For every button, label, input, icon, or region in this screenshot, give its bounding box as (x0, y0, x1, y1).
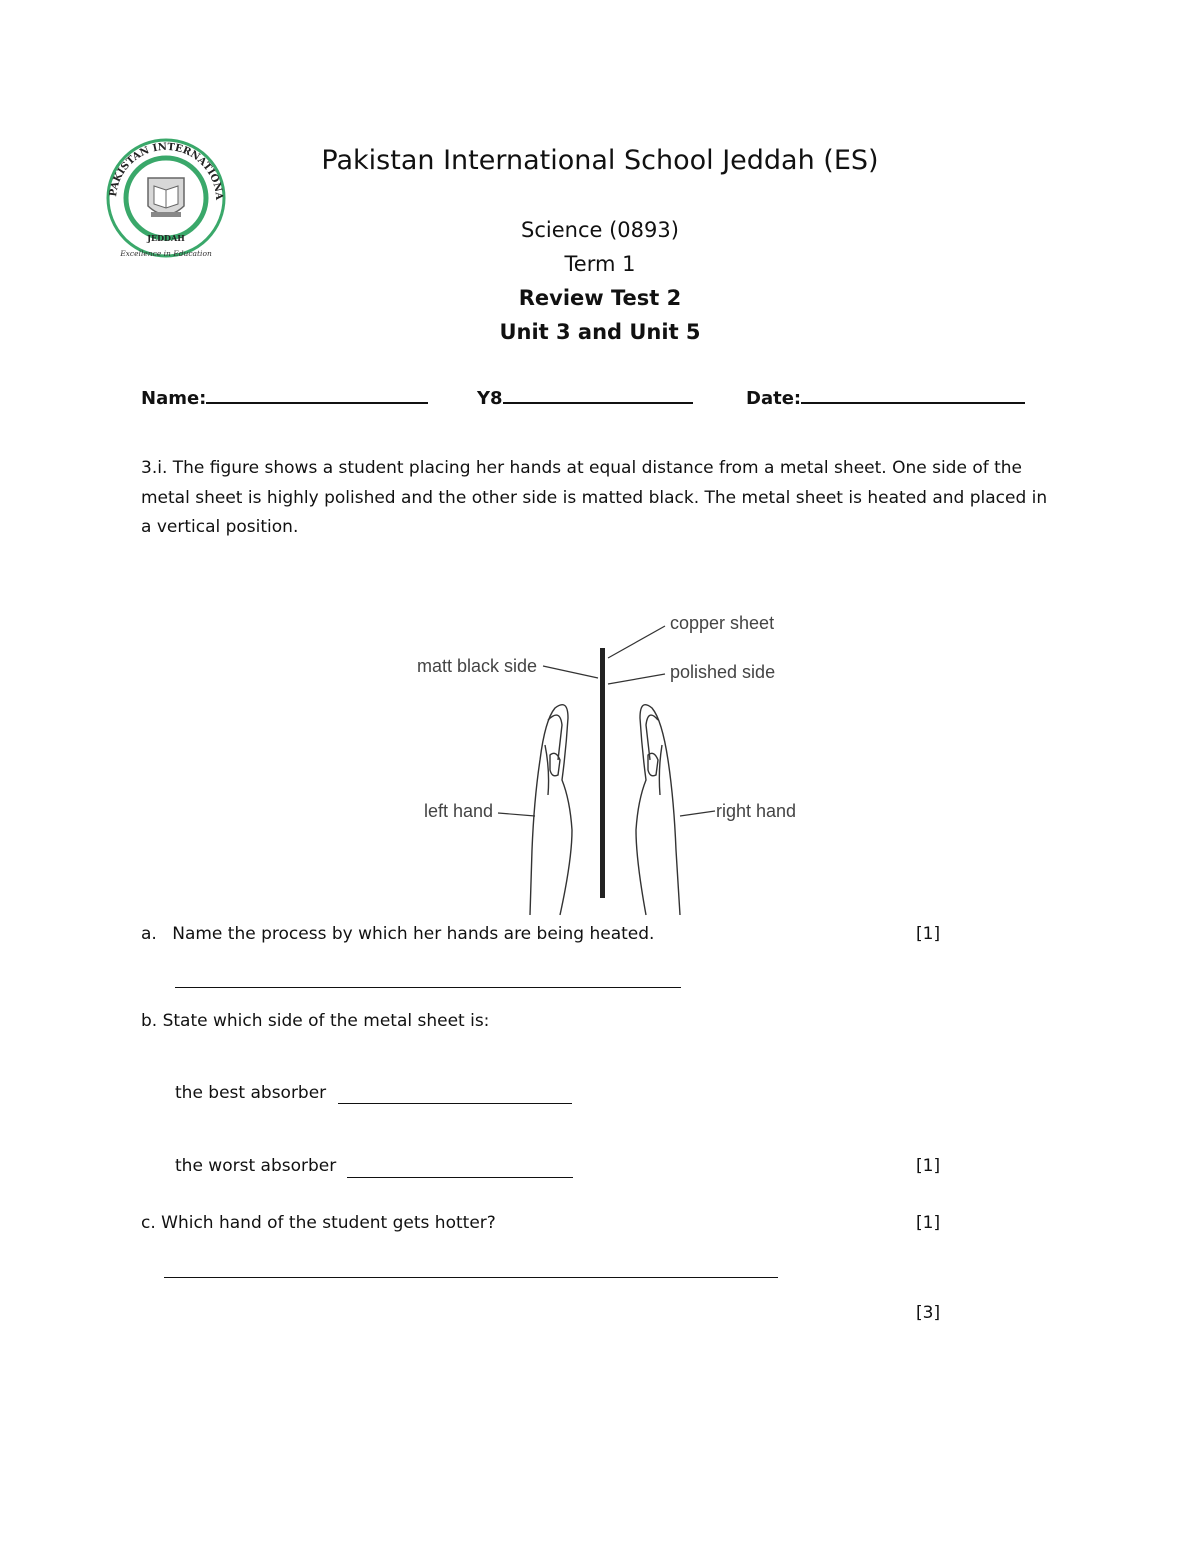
question-a (141, 924, 654, 944)
year-label: Y8 (477, 388, 503, 409)
label-right-hand: right hand (716, 801, 797, 821)
name-label: Name: (141, 388, 207, 409)
year-blank[interactable] (503, 384, 693, 404)
answer-line-c[interactable] (164, 1277, 778, 1278)
marks-a: [1] (916, 924, 941, 944)
worst-absorber-label: the worst absorber (175, 1156, 337, 1176)
subject: Science (0893) (521, 218, 679, 242)
left-hand-drawing (530, 705, 572, 915)
logo-motto: Excellence in Education (120, 249, 212, 258)
term: Term 1 (564, 252, 636, 276)
best-absorber-row (175, 1083, 326, 1103)
year-field[interactable] (477, 384, 693, 409)
question-b: b. State which side of the metal sheet is: (141, 1011, 490, 1031)
logo-city: JEDDAH (147, 233, 185, 243)
marks-c: [1] (916, 1213, 941, 1233)
answer-line-best[interactable] (338, 1103, 572, 1104)
total-marks: [3] (916, 1303, 941, 1323)
date-field[interactable] (746, 384, 1025, 409)
marks-b: [1] (916, 1156, 941, 1176)
label-copper-sheet: copper sheet (670, 613, 775, 633)
question-a-text: Name the process by which her hands are being heated. (172, 924, 655, 944)
label-left-hand: left hand (424, 801, 494, 821)
label-polished: polished side (670, 662, 776, 682)
test-title: Review Test 2 (518, 286, 682, 310)
right-hand-drawing (636, 705, 680, 915)
worst-absorber-row (175, 1156, 336, 1176)
best-absorber-label: the best absorber (175, 1083, 327, 1103)
question-intro: 3.i. The figure shows a student placing her hands at equal distance from a metal sheet. One side of the metal sheet is highly polished and the other side is matted black. The metal sheet is heated and placed in a vertical position. (141, 458, 1048, 537)
answer-line-a[interactable] (175, 987, 681, 988)
answer-line-worst[interactable] (347, 1177, 573, 1178)
date-label: Date: (746, 388, 802, 409)
copper-sheet (600, 648, 605, 898)
name-field[interactable] (141, 384, 428, 409)
logo-ring-text: PAKISTAN INTERNATIONA (108, 141, 225, 201)
hands-figure (400, 600, 820, 920)
question-a-label: a. (141, 924, 157, 944)
units: Unit 3 and Unit 5 (499, 320, 701, 344)
label-matt-black: matt black side (417, 656, 538, 676)
date-blank[interactable] (801, 384, 1025, 404)
name-blank[interactable] (206, 384, 428, 404)
school-name: Pakistan International School Jeddah (ES) (321, 145, 879, 176)
question-c: c. Which hand of the student gets hotter? (141, 1213, 496, 1233)
